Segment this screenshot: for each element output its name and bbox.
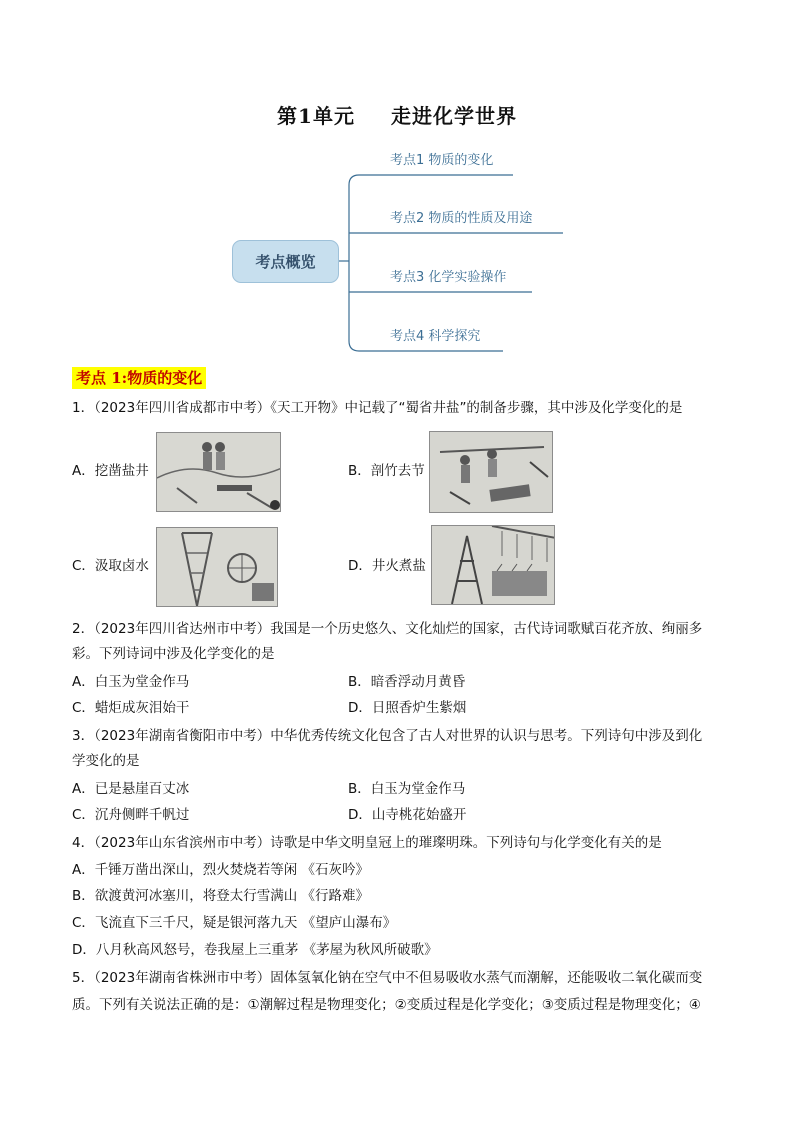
q2-option-a: A．白玉为堂金作马 xyxy=(72,674,190,690)
mindmap-branch-1: 考点1 物质的变化 xyxy=(390,153,494,168)
question-5-stem-line1: 5．（2023年湖南省株洲市中考）固体氢氧化钠在空气中不但易吸收水蒸气而潮解，还能吸收二氧化碳而变 xyxy=(72,970,703,986)
q1-option-b: B．剖竹去节 xyxy=(348,463,425,479)
mindmap-branch-2: 考点2 物质的性质及用途 xyxy=(390,211,533,226)
q2-option-c: C．蜡炬成灰泪始干 xyxy=(72,700,190,716)
q3-option-a: A．已是悬崖百丈冰 xyxy=(72,781,190,797)
page-title xyxy=(0,100,794,129)
q2-option-d: D．日照香炉生紫烟 xyxy=(348,700,467,716)
q1-illustration-d xyxy=(431,525,555,605)
section-heading: 考点 1:物质的变化 xyxy=(72,367,206,389)
q3-option-c: C．沉舟侧畔千帆过 xyxy=(72,807,190,823)
q1-illustration-c xyxy=(156,527,278,607)
question-4-stem: 4．（2023年山东省滨州市中考）诗歌是中华文明皇冠上的璀璨明珠。下列诗句与化学变化有关的是 xyxy=(72,835,662,851)
q4-option-b: B．欲渡黄河冰塞川，将登太行雪满山 《行路难》 xyxy=(72,888,370,904)
mindmap-branch-3: 考点3 化学实验操作 xyxy=(390,270,507,285)
q1-illustration-b xyxy=(429,431,553,513)
unit-name: 走进化学世界 xyxy=(390,104,517,128)
q1-option-a: A．挖凿盐井 xyxy=(72,463,149,479)
question-2-stem-line2: 彩。下列诗词中涉及化学变化的是 xyxy=(72,646,275,662)
q4-option-c: C．飞流直下三千尺，疑是银河落九天 《望庐山瀑布》 xyxy=(72,915,397,931)
question-1-stem: 1．（2023年四川省成都市中考）《天工开物》中记载了“蜀省井盐”的制备步骤，其中涉及化学变化的是 xyxy=(72,400,683,416)
q4-option-d: D．八月秋高风怒号，卷我屋上三重茅 《茅屋为秋风所破歌》 xyxy=(72,942,438,958)
q3-option-b: B．白玉为堂金作马 xyxy=(348,781,466,797)
q1-illustration-a xyxy=(156,432,281,512)
q4-option-a: A．千锤万凿出深山，烈火焚烧若等闲 《石灰吟》 xyxy=(72,862,370,878)
q1-option-d: D．井火煮盐 xyxy=(348,558,426,574)
question-3-stem-line2: 学变化的是 xyxy=(72,753,140,769)
question-3-stem-line1: 3．（2023年湖南省衡阳市中考）中华优秀传统文化包含了古人对世界的认识与思考。下列诗句中涉及到化 xyxy=(72,728,703,744)
question-5-stem-line2: 质。下列有关说法正确的是：①潮解过程是物理变化；②变质过程是化学变化；③变质过程是物理变化；④ xyxy=(72,997,701,1013)
question-2-stem-line1: 2．（2023年四川省达州市中考）我国是一个历史悠久、文化灿烂的国家，古代诗词歌赋百花齐放、绚丽多 xyxy=(72,621,703,637)
q1-option-c: C．汲取卤水 xyxy=(72,558,149,574)
q2-option-b: B．暗香浮动月黄昏 xyxy=(348,674,466,690)
mindmap-root: 考点概览 xyxy=(232,240,339,283)
mindmap-branch-4: 考点4 科学探究 xyxy=(390,329,481,344)
q3-option-d: D．山寺桃花始盛开 xyxy=(348,807,467,823)
unit-number: 第1单元 xyxy=(277,104,355,128)
